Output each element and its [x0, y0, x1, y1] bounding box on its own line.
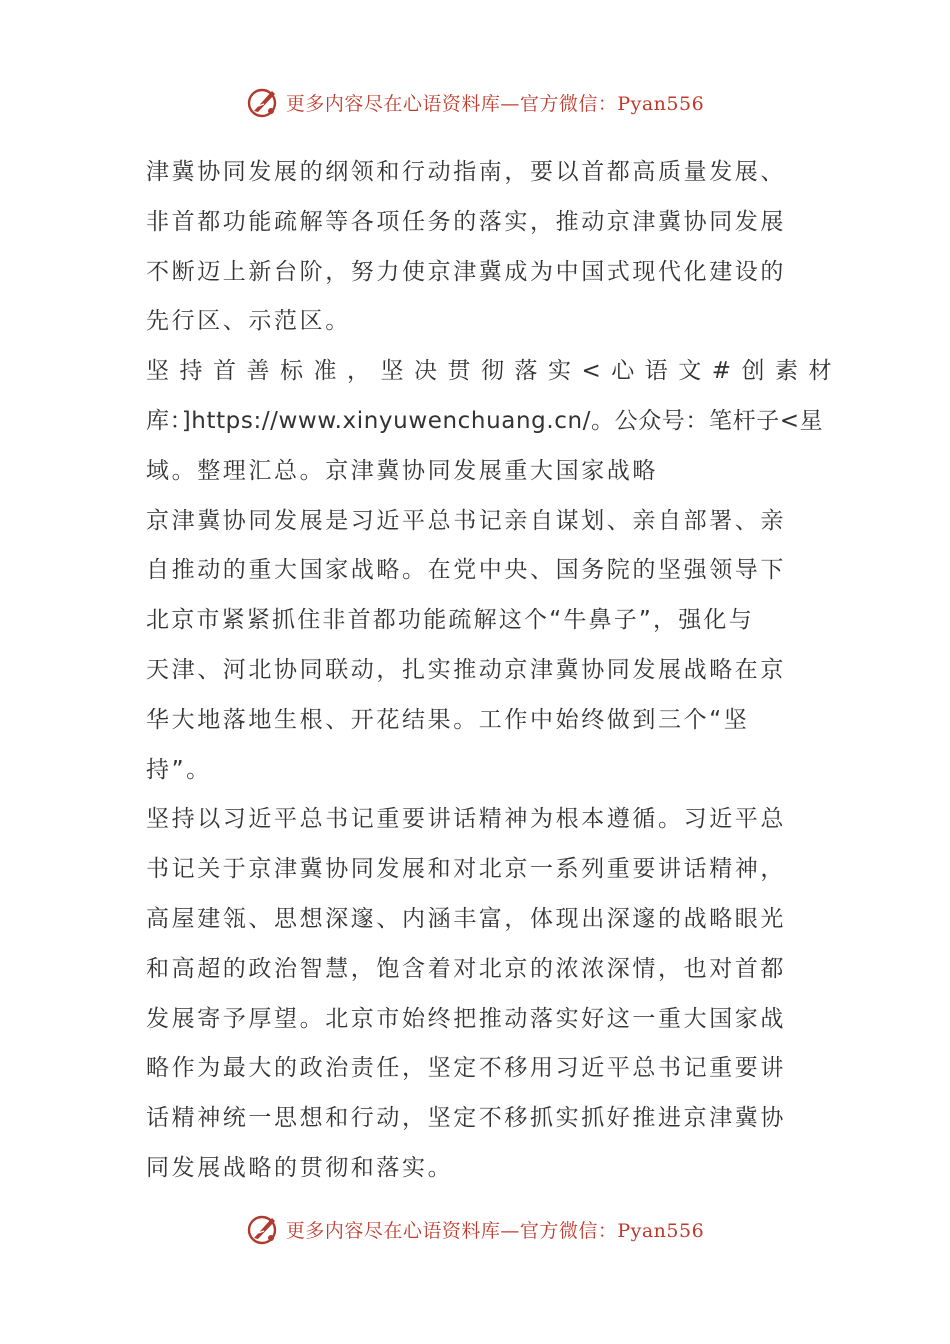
body-line: 非首都功能疏解等各项任务的落实，推动京津冀协同发展	[146, 208, 786, 235]
body-line: 书记关于京津冀协同发展和对北京一系列重要讲话精神，	[146, 856, 786, 883]
body-line: 津冀协同发展的纲领和行动指南，要以首都高质量发展、	[146, 159, 786, 185]
body-line: 高屋建瓴、思想深邃、内涵丰富，体现出深邃的战略眼光	[146, 905, 786, 932]
body-line: 和高超的政治智慧，饱含着对北京的浓浓深情，也对首都	[146, 955, 786, 982]
document-body	[146, 148, 843, 1194]
body-line: 坚持以习近平总书记重要讲话精神为根本遵循。习近平总	[146, 806, 786, 833]
body-line: 域。整理汇总。京津冀协同发展重大国家战略	[146, 457, 658, 484]
body-line: 库：]https://www.xinyuwenchuang.cn/。公众号：笔杆子<星	[146, 407, 824, 434]
body-line: 天津、河北协同联动，扎实推动京津冀协同发展战略在京	[146, 656, 786, 683]
body-line: 略作为最大的政治责任，坚定不移用习近平总书记重要讲	[146, 1055, 786, 1082]
quill-logo-icon	[246, 1212, 280, 1246]
body-line: 先行区、示范区。	[146, 308, 351, 335]
body-line: 坚持首善标准，坚决贯彻落实<心语文#创素材	[146, 358, 843, 385]
header-banner	[0, 82, 950, 122]
footer-banner-text: 更多内容尽在心语资料库—官方微信：Pyan556	[285, 1219, 705, 1242]
header-banner-text: 更多内容尽在心语资料库—官方微信：Pyan556	[285, 92, 705, 115]
body-line: 持”。	[146, 756, 212, 783]
body-line: 华大地落地生根、开花结果。工作中始终做到三个“坚	[146, 706, 750, 733]
quill-logo-icon	[246, 85, 280, 119]
footer-banner	[0, 1209, 950, 1249]
body-line: 同发展战略的贯彻和落实。	[146, 1154, 454, 1181]
body-line: 不断迈上新台阶，努力使京津冀成为中国式现代化建设的	[146, 258, 786, 285]
body-line: 北京市紧紧抓住非首都功能疏解这个“牛鼻子”，强化与	[146, 607, 754, 634]
body-line: 发展寄予厚望。北京市始终把推动落实好这一重大国家战	[146, 1005, 786, 1032]
body-line: 自推动的重大国家战略。在党中央、国务院的坚强领导下	[146, 557, 786, 584]
body-line: 京津冀协同发展是习近平总书记亲自谋划、亲自部署、亲	[146, 507, 786, 534]
body-line: 话精神统一思想和行动，坚定不移抓实抓好推进京津冀协	[146, 1105, 786, 1132]
